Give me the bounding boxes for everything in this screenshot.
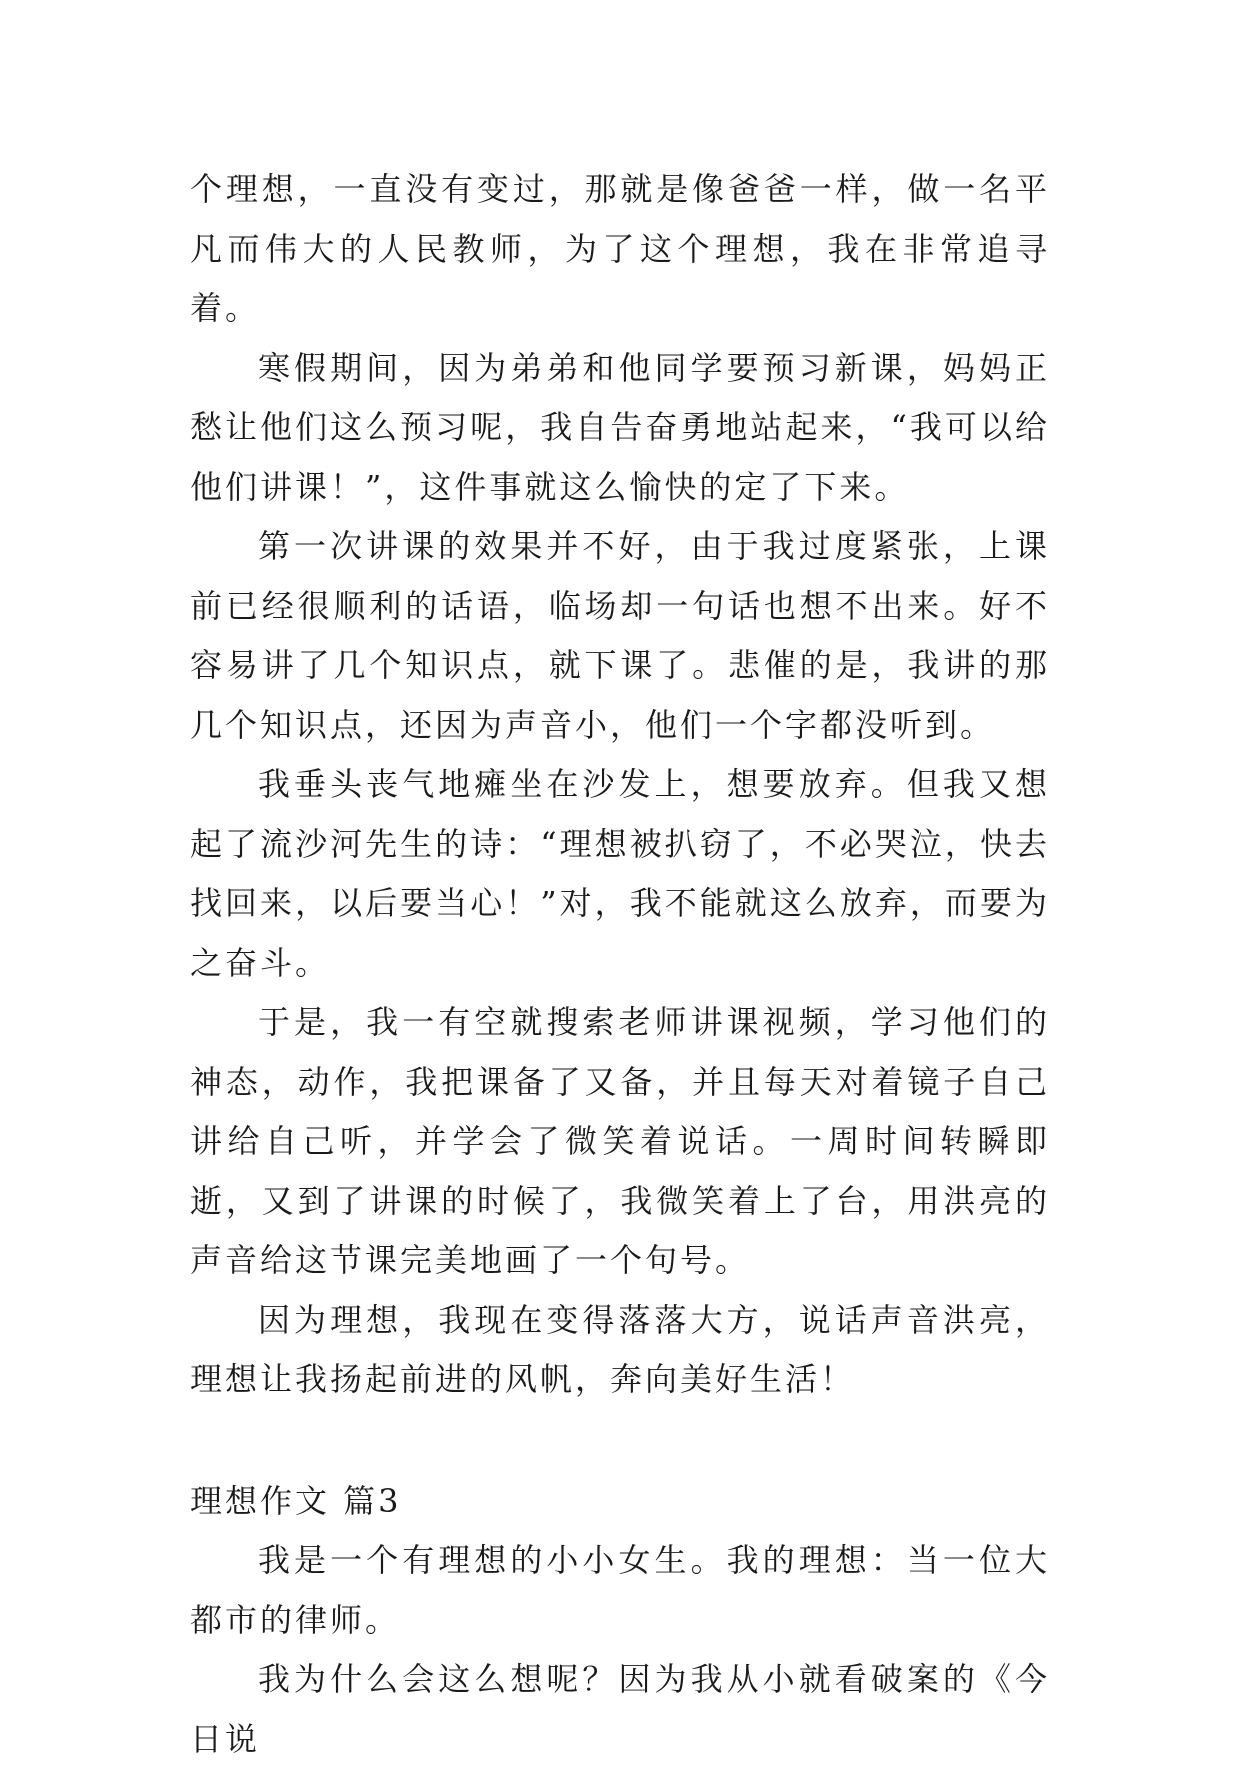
paragraph: 我为什么会这么想呢？因为我从小就看破案的《今日说 [190,1660,1050,1758]
paragraph: 因为理想，我现在变得落落大方，说话声音洪亮，理想让我扬起前进的风帆，奔向美好生活！ [190,1300,1050,1398]
paragraph: 个理想，一直没有变过，那就是像爸爸一样，做一名平凡而伟大的人民教师，为了这个理想，我在非常追寻着。 [190,170,1050,327]
section-heading: 理想作文 篇3 [190,1481,402,1520]
document-body [190,160,1050,1769]
paragraph: 第一次讲课的效果并不好，由于我过度紧张，上课前已经很顺利的话语，临场却一句话也想不出来。好不容易讲了几个知识点，就下课了。悲催的是，我讲的那几个知识点，还因为声音小，他们一个字都没听到。 [190,527,1050,744]
paragraph: 我垂头丧气地瘫坐在沙发上，想要放弃。但我又想起了流沙河先生的诗：“理想被扒窃了，不必哭泣，快去找回来，以后要当心！”对，我不能就这么放弃，而要为之奋斗。 [190,765,1050,982]
paragraph: 我是一个有理想的小小女生。我的理想：当一位大都市的律师。 [190,1541,1050,1639]
section-gap [190,1410,1050,1472]
paragraph: 于是，我一有空就搜索老师讲课视频，学习他们的神态，动作，我把课备了又备，并且每天对着镜子自己讲给自己听，并学会了微笑着说话。一周时间转瞬即逝，又到了讲课的时候了，我微笑着上了台，用洪亮的声音给这节课完美地画了一个句号。 [190,1003,1050,1279]
paragraph: 寒假期间，因为弟弟和他同学要预习新课，妈妈正愁让他们这么预习呢，我自告奋勇地站起来，“我可以给他们讲课！”，这件事就这么愉快的定了下来。 [190,348,1050,506]
